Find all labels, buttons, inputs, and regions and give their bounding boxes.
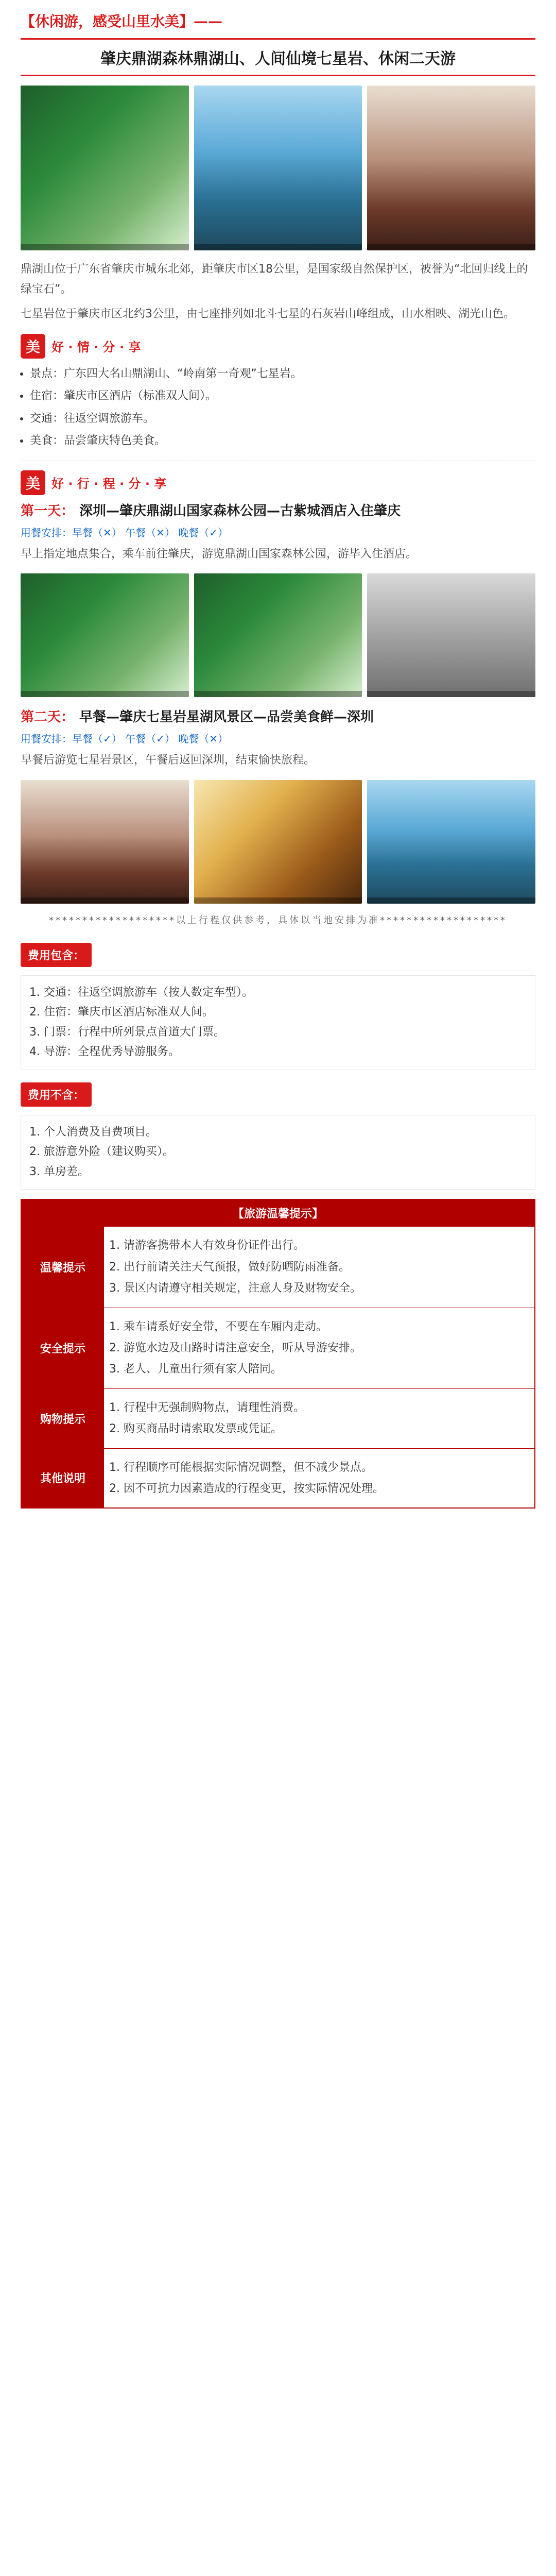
tips-table-title: 【旅游温馨提示】 [22, 1200, 534, 1226]
include-line-2: 2. 住宿：肇庆市区酒店标准双人间。 [29, 1006, 214, 1019]
day-1-photo-row [21, 573, 535, 697]
tips-row-item: 2. 出行前请关注天气预报，做好防晒防雨准备。 [124, 1258, 526, 1277]
intro-paragraph-1: 鼎湖山位于广东省肇庆市城东北郊，距肇庆市区18公里，是国家级自然保护区，被誉为“北回归线上的绿宝石”。 [21, 263, 528, 296]
exclude-pill: 费用不含： [21, 1082, 92, 1107]
day-2-photo-1 [21, 780, 189, 904]
tips-row-list [112, 1317, 526, 1379]
intro-paragraph-2: 七星岩位于肇庆市区北约3公里，由七座排列如北斗七星的石灰岩山峰组成，山水相映、湖光山色。 [21, 308, 515, 320]
day-2-description: 早餐后游览七星岩景区，午餐后返回深圳，结束愉快旅程。 [21, 754, 316, 767]
tips-row-key: 购物提示 [22, 1389, 104, 1448]
day-1-photo-2 [194, 573, 362, 697]
tips-row [22, 1388, 534, 1448]
include-line-3: 3. 门票：行程中所列景点首道大门票。 [29, 1025, 225, 1039]
tips-row-list [112, 1398, 526, 1439]
tips-row-item: 2. 因不可抗力因素造成的行程变更，按实际情况处理。 [124, 1479, 526, 1498]
tips-row-key: 温馨提示 [22, 1227, 104, 1307]
day-1-description: 早上指定地点集合，乘车前往肇庆，游览鼎湖山国家森林公园，游毕入住酒店。 [21, 547, 418, 561]
itinerary-head-text: 好 · 行 · 程 · 分 · 享 [51, 477, 167, 492]
include-box [21, 975, 535, 1070]
page-title: 肇庆鼎湖森林鼎湖山、人间仙境七星岩、休闲二天游 [21, 38, 535, 76]
day-1-photo-caption-2 [194, 691, 362, 697]
feature-item-4: • 美食：品尝肇庆特色美食。 [30, 431, 535, 451]
feature-item-3: • 交通：往返空调旅游车。 [30, 409, 535, 429]
day-1-photo-caption-1 [21, 691, 189, 697]
day-2-photo-caption-1 [21, 897, 189, 904]
tips-row-value [104, 1308, 534, 1388]
day-1-photo-1 [21, 573, 189, 697]
include-pill: 费用包含： [21, 943, 92, 967]
feature-list [21, 364, 535, 451]
day-1-label: 第一天： [21, 503, 75, 519]
hero-photo-row [21, 86, 535, 250]
include-line-1: 1. 交通：往返空调旅游车（按人数定车型）。 [29, 986, 253, 999]
hero-photo-3 [367, 86, 535, 250]
day-2-photo-caption-2 [194, 897, 362, 904]
day-1-meals: 用餐安排：早餐（✕） 午餐（✕） 晚餐（✓） [21, 526, 228, 539]
day-2-photo-2 [194, 780, 362, 904]
hero-photo-2 [194, 86, 362, 250]
tips-row-value [104, 1389, 534, 1448]
day-2-route: 早餐—肇庆七星岩星湖风景区—品尝美食鲜—深圳 [79, 709, 374, 725]
tips-row [22, 1226, 534, 1307]
tips-row-item: 2. 购买商品时请索取发票或凭证。 [124, 1419, 526, 1438]
tips-row-list [112, 1236, 526, 1298]
tips-row-list [112, 1458, 526, 1499]
itinerary-badge: 美 [21, 470, 45, 495]
tips-row-item: 1. 请游客携带本人有效身份证件出行。 [124, 1236, 526, 1255]
tips-row-key: 安全提示 [22, 1308, 104, 1388]
tips-row-item: 3. 老人、儿童出行须有家人陪同。 [124, 1360, 526, 1379]
exclude-line-1: 1. 个人消费及自费项目。 [29, 1125, 157, 1139]
promo-tag: 【休闲游，感受山里水美】—— [21, 13, 223, 30]
day-1-photo-3 [367, 573, 535, 697]
day-2-line [21, 706, 535, 725]
day-1-route: 深圳—肇庆鼎湖山国家森林公园—古紫城酒店入住肇庆 [79, 503, 401, 519]
feature-item-2: • 住宿：肇庆市区酒店（标准双人间）。 [30, 386, 535, 406]
feature-item-1: • 景点：广东四大名山鼎湖山、“岭南第一奇观”七星岩。 [30, 364, 535, 384]
feature-section-head [21, 334, 535, 359]
hero-photo-1 [21, 86, 189, 250]
exclude-line-3: 3. 单房差。 [29, 1165, 89, 1178]
tips-row [22, 1308, 534, 1388]
tips-row-item: 1. 乘车请系好安全带，不要在车厢内走动。 [124, 1317, 526, 1336]
feature-badge: 美 [21, 334, 45, 359]
day-2-photo-3 [367, 780, 535, 904]
tips-row-item: 1. 行程中无强制购物点，请理性消费。 [124, 1398, 526, 1417]
header [0, 0, 556, 76]
tips-row-item: 2. 游览水边及山路时请注意安全，听从导游安排。 [124, 1338, 526, 1358]
day-2-label: 第二天： [21, 709, 75, 725]
itinerary-section-head [21, 470, 535, 495]
exclude-box [21, 1115, 535, 1190]
tips-table [21, 1199, 535, 1509]
day-2-photo-row [21, 780, 535, 904]
tips-row [22, 1448, 534, 1508]
day-2-photo-caption-3 [367, 897, 535, 904]
tips-row-item: 1. 行程顺序可能根据实际情况调整，但不减少景点。 [124, 1458, 526, 1477]
day-2-meals: 用餐安排：早餐（✓） 午餐（✓） 晚餐（✕） [21, 733, 228, 745]
tips-row-value [104, 1449, 534, 1508]
dots-separator: *******************以上行程仅供参考，具体以当地安排为准******************* [49, 914, 507, 926]
tips-row-value [104, 1227, 534, 1307]
hero-photo-caption-3 [367, 244, 535, 250]
include-line-4: 4. 导游：全程优秀导游服务。 [29, 1045, 180, 1059]
hero-photo-caption-2 [194, 244, 362, 250]
day-1-line [21, 500, 535, 519]
hero-photo-caption-1 [21, 244, 189, 250]
exclude-line-2: 2. 旅游意外险（建议购买）。 [29, 1145, 174, 1159]
tips-row-item: 3. 景区内请遵守相关规定，注意人身及财物安全。 [124, 1279, 526, 1298]
day-1-photo-caption-3 [367, 691, 535, 697]
feature-head-text: 好 · 情 · 分 · 享 [51, 340, 141, 354]
tips-row-key: 其他说明 [22, 1449, 104, 1508]
